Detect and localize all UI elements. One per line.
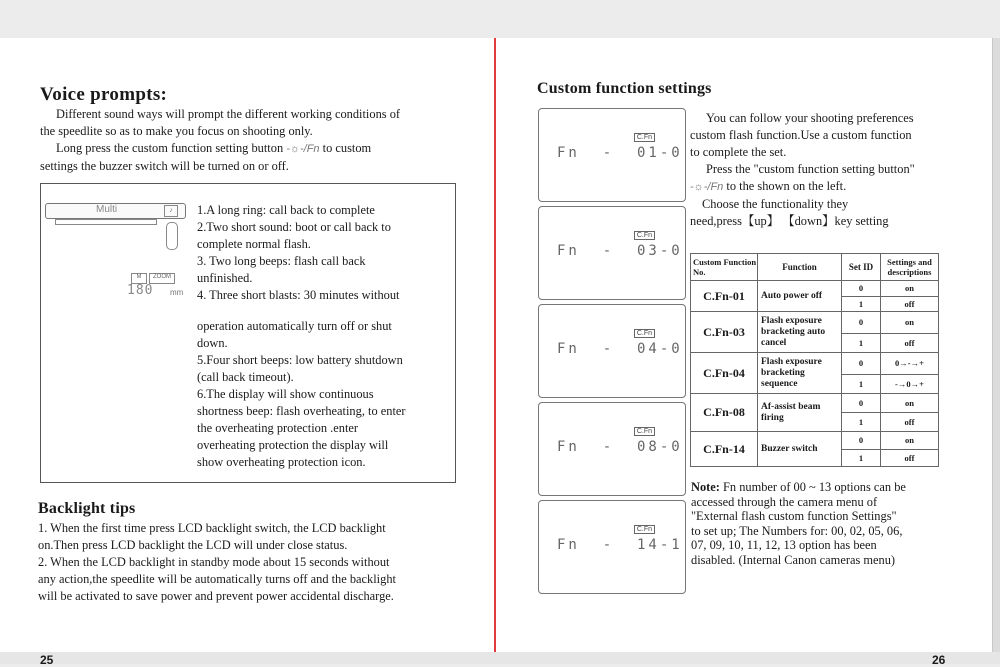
voice-intro [40, 106, 460, 175]
function-name: Flash exposure bracketing auto cancel [758, 312, 842, 353]
function-no: C.Fn-01 [691, 281, 758, 312]
note-line [691, 480, 951, 495]
setting-desc: on [881, 432, 939, 450]
table-row [691, 394, 939, 413]
note-line: "External flash custom function Settings" [691, 509, 897, 523]
backlight-line: 1. When the first time press LCD backlight switch, the LCD backlight [38, 521, 386, 535]
lcd-illustration [45, 203, 186, 299]
cf-intro-line: You can follow your shooting preferences [706, 111, 914, 125]
intro-line: Different sound ways will prompt the different working conditions of [56, 107, 401, 121]
intro-line: settings the buzzer switch will be turned on or off. [40, 159, 289, 173]
prompt-list-a [197, 202, 447, 304]
setting-desc: on [881, 281, 939, 297]
setting-desc: on [881, 394, 939, 413]
cf-intro-line: to complete the set. [690, 145, 787, 159]
cf-intro-line [690, 178, 950, 196]
prompt-line: overheating protection the display will [197, 438, 389, 452]
set-id: 1 [842, 296, 881, 312]
fn-button-icon: -☼-/Fn [690, 181, 724, 193]
custom-function-intro [690, 110, 950, 230]
function-name: Buzzer switch [758, 432, 842, 467]
function-no: C.Fn-03 [691, 312, 758, 353]
note-label: Note: [691, 480, 720, 494]
setting-desc: 0→-→+ [881, 353, 939, 375]
screen-text: Fn - 08-0 [557, 439, 683, 455]
prompt-line: 5.Four short beeps: low battery shutdown [197, 353, 403, 367]
set-id: 1 [842, 374, 881, 393]
cfn-badge: C.Fn [634, 427, 655, 436]
prompt-line: unfinished. [197, 271, 253, 285]
lcd-screen-fn04 [538, 304, 686, 398]
lcd-mode-label: Multi [96, 204, 118, 215]
screen-text: Fn - 04-0 [557, 341, 683, 357]
set-id: 1 [842, 413, 881, 432]
lcd-zoom-label: ZOOM [149, 273, 175, 284]
backlight-line: any action,the speedlite will be automatically turns off and the backlight [38, 572, 396, 586]
lcd-screen-fn08 [538, 402, 686, 496]
lcd-screen-fn14 [538, 500, 686, 594]
prompt-line: 1.A long ring: call back to complete [197, 203, 375, 217]
prompt-line: 6.The display will show continuous [197, 387, 374, 401]
prompt-line: down. [197, 336, 228, 350]
cfn-badge: C.Fn [634, 133, 655, 142]
backlight-line: on.Then press LCD backlight the LCD will under close status. [38, 538, 348, 552]
prompt-line: show overheating protection icon. [197, 455, 366, 469]
page-edge [992, 38, 1000, 652]
function-no: C.Fn-04 [691, 353, 758, 394]
header-set-id: Set ID [842, 254, 881, 281]
screen-text: Fn - 01-0 [557, 145, 683, 161]
screen-text: Fn - 03-0 [557, 243, 683, 259]
screen-text: Fn - 14-1 [557, 537, 683, 553]
speaker-icon: ♪ [164, 205, 178, 217]
setting-desc: off [881, 296, 939, 312]
thermometer-icon [166, 222, 178, 250]
table-row [691, 281, 939, 297]
note-line: 07, 09, 10, 11, 12, 13 option has been [691, 538, 877, 552]
prompt-line: 2.Two short sound: boot or call back to [197, 220, 391, 234]
set-id: 0 [842, 353, 881, 375]
lcd-zoom-unit: mm [170, 288, 184, 297]
cf-intro-line: need,press【up】 【down】key setting [690, 214, 889, 228]
note-line: to set up; The Numbers for: 00, 02, 05, 06, [691, 523, 903, 538]
function-no: C.Fn-14 [691, 432, 758, 467]
lcd-m-label: M [131, 273, 147, 284]
intro-text: to custom [322, 141, 372, 155]
viewer-top-bar [0, 0, 1000, 38]
backlight-line: will be activated to save power and prevent power accidental discharge. [38, 589, 394, 603]
cf-intro-text: to the shown on the left. [726, 179, 847, 193]
lcd-mode-bar [45, 203, 186, 219]
note-text: Fn number of 00 ~ 13 options can be [719, 480, 906, 494]
set-id: 0 [842, 394, 881, 413]
set-id: 1 [842, 333, 881, 352]
prompt-line: complete normal flash. [197, 237, 311, 251]
page-divider [494, 38, 496, 652]
function-name: Af-assist beam firing [758, 394, 842, 432]
function-name: Flash exposure bracketing sequence [758, 353, 842, 394]
cfn-badge: C.Fn [634, 525, 655, 534]
header-function-no: Custom Function No. [691, 254, 758, 281]
page-number-right: 26 [932, 653, 946, 667]
setting-desc: off [881, 413, 939, 432]
voice-prompts-title: Voice prompts: [40, 84, 168, 105]
setting-desc: off [881, 449, 939, 467]
setting-desc: on [881, 312, 939, 334]
prompt-line: operation automatically turn off or shut [197, 319, 392, 333]
viewer-bottom-bar [0, 652, 1000, 664]
custom-function-table [690, 253, 939, 467]
lcd-screen-fn01 [538, 108, 686, 202]
table-row [691, 432, 939, 450]
lcd-zoom-value: 180 [127, 283, 154, 298]
intro-text: Long press the custom function setting button [56, 141, 284, 155]
prompt-line: the overheating protection .enter [197, 421, 359, 435]
page-number-left: 25 [40, 653, 54, 667]
function-name: Auto power off [758, 281, 842, 312]
intro-line: the speedlite so as to make you focus on shooting only. [40, 124, 313, 138]
intro-line [40, 140, 460, 158]
lcd-screen-fn03 [538, 206, 686, 300]
cfn-badge: C.Fn [634, 329, 655, 338]
backlight-line: 2. When the LCD backlight in standby mode about 15 seconds without [38, 555, 390, 569]
header-settings: Settings and descriptions [881, 254, 939, 281]
table-header-row [691, 254, 939, 281]
function-no: C.Fn-08 [691, 394, 758, 432]
prompt-line: 4. Three short blasts: 30 minutes without [197, 288, 400, 302]
lcd-level-bar [55, 219, 157, 225]
setting-desc: -→0→+ [881, 374, 939, 393]
prompt-line: (call back timeout). [197, 370, 294, 384]
set-id: 0 [842, 281, 881, 297]
set-id: 0 [842, 312, 881, 334]
backlight-text [38, 520, 478, 605]
note-block [691, 480, 951, 567]
cf-intro-line: Choose the functionality they [702, 197, 849, 211]
prompt-list-b [197, 318, 447, 471]
set-id: 0 [842, 432, 881, 450]
cf-intro-line: custom flash function.Use a custom function [690, 128, 912, 142]
backlight-title: Backlight tips [38, 500, 136, 517]
note-line: disabled. (Internal Canon cameras menu) [691, 552, 896, 567]
cf-intro-line: Press the "custom function setting button" [706, 162, 915, 176]
prompt-line: 3. Two long beeps: flash call back [197, 254, 366, 268]
note-line: accessed through the camera menu of [691, 494, 878, 509]
setting-desc: off [881, 333, 939, 352]
table-row [691, 312, 939, 334]
table-row [691, 353, 939, 375]
prompt-line: shortness beep: flash overheating, to enter [197, 404, 406, 418]
custom-function-title: Custom function settings [537, 80, 712, 97]
set-id: 1 [842, 449, 881, 467]
cfn-badge: C.Fn [634, 231, 655, 240]
fn-button-icon: -☼-/Fn [286, 143, 320, 155]
header-function: Function [758, 254, 842, 281]
